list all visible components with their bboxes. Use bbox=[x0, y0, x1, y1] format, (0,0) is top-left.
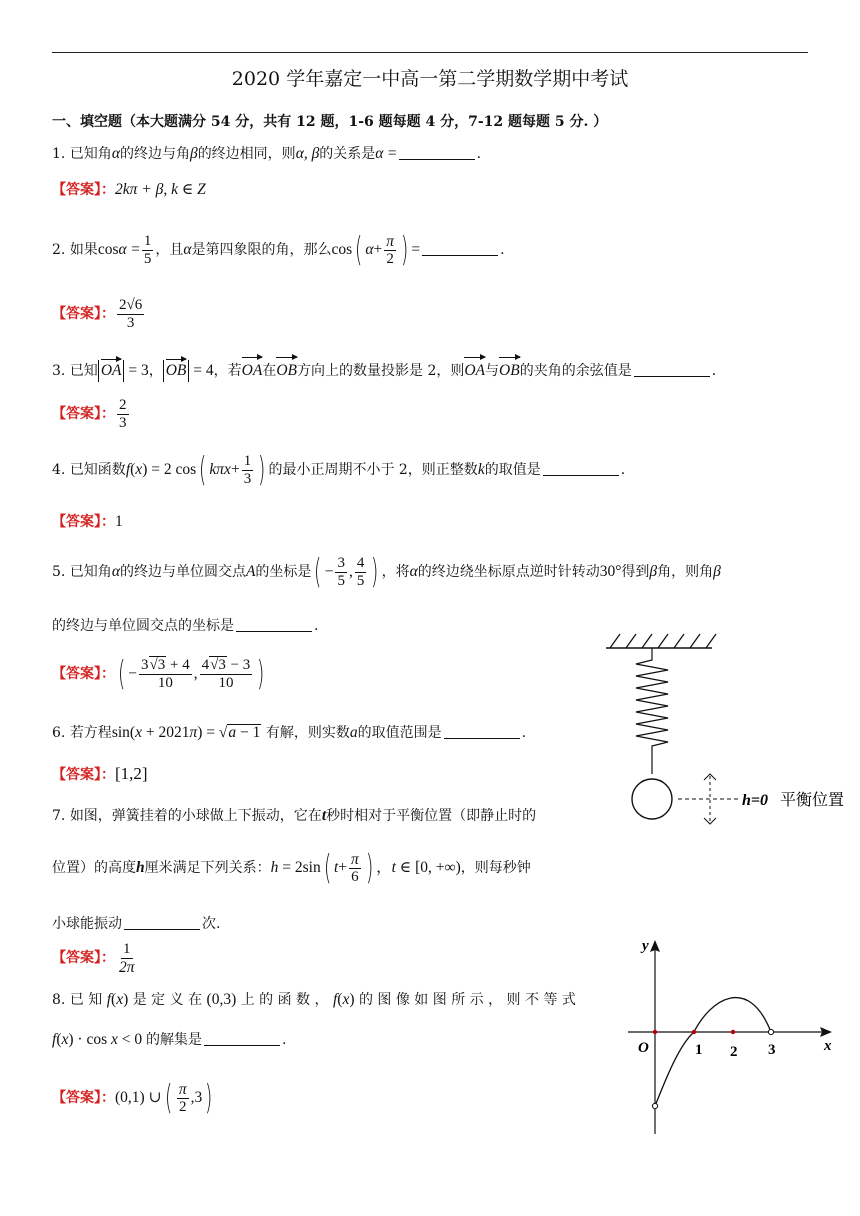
x-axis-label: x bbox=[824, 1038, 832, 1054]
label-h0: h=0 bbox=[742, 792, 769, 809]
tick-2: 2 bbox=[730, 1044, 738, 1060]
origin-label: O bbox=[638, 1040, 649, 1056]
answer-3: 【答案】： $\frac{2}{3}$ bbox=[52, 396, 127, 431]
tick-1: 1 bbox=[695, 1042, 703, 1058]
answer-blank[interactable] bbox=[422, 240, 498, 256]
page-title: 2020 学年嘉定一中高一第二学期数学期中考试 bbox=[231, 68, 629, 90]
question-7-line2: 位置）的高度h厘米满足下列关系：h = 2sin( t+ $\frac{\pi}{6}$ ) ，t ∈ [0, +∞)，则每秒钟 bbox=[52, 848, 531, 888]
header-rule bbox=[52, 52, 808, 53]
question-8-line1: 8. 已 知 f(x) 是 定 义 在 (0,3) 上 的 函 数 ， f(x) 的 图 像 如 图 所 示 ， 则 不 等 式 bbox=[52, 991, 576, 1008]
answer-blank[interactable] bbox=[236, 616, 312, 632]
answer-5: 【答案】：( − $\frac{3√3 + 4}{10}$ , $\frac{4√3 - 3}{10}$ ) bbox=[52, 654, 265, 694]
answer-7: 【答案】： $\frac{1}{2\pi}$ bbox=[52, 940, 135, 976]
y-axis-label: y bbox=[642, 938, 649, 954]
answer-8: 【答案】：(0,1) ∪( $\frac{\pi}{2}$ ,3) bbox=[52, 1078, 213, 1118]
label-equilibrium: 平衡位置 bbox=[780, 790, 845, 809]
answer-2: 【答案】： $\frac{2√6}{3}$ bbox=[52, 296, 143, 331]
question-5-line2: 的终边与单位圆交点的坐标是 . bbox=[52, 618, 319, 634]
answer-blank[interactable] bbox=[204, 1030, 280, 1046]
answer-6: 【答案】：[1,2] bbox=[52, 764, 148, 783]
question-8-line2: f(x) · cos x < 0 的解集是 . bbox=[52, 1031, 287, 1048]
section-heading: 一、填空题（本大题满分 54 分，共有 12 题，1-6 题每题 4 分，7-12 题每题 5 分. ） bbox=[52, 114, 608, 130]
question-7-line3: 小球能振动 次. bbox=[52, 916, 221, 932]
question-5-line1: 5. 已知角α的终边与单位圆交点A的坐标是( − $\frac{3}{5}$ , $\frac{4}{5}$ ) ，将α的终边绕坐标原点逆时针转动30°得到β角，则角β bbox=[52, 552, 721, 592]
question-2: 2. 如果cosα = $\frac{1}{5}$ ，且α是第四象限的角，那么cos( α+ $\frac{\pi}{2}$ ) = . bbox=[52, 230, 505, 270]
answer-blank[interactable] bbox=[444, 723, 520, 739]
tick-3: 3 bbox=[768, 1042, 776, 1058]
question-6: 6. 若方程sin(x + 2021π) = √a − 1 有解，则实数a的取值范围是 . bbox=[52, 724, 527, 741]
spring-figure bbox=[596, 628, 860, 828]
answer-4: 【答案】：1 bbox=[52, 513, 123, 530]
answer-blank[interactable] bbox=[634, 361, 710, 377]
answer-blank[interactable] bbox=[543, 460, 619, 476]
question-4: 4. 已知函数f(x) = 2 cos( kπx+ $\frac{1}{3}$ ) 的最小正周期不小于 2，则正整数k的取值是 . bbox=[52, 450, 626, 490]
answer-blank[interactable] bbox=[399, 144, 475, 160]
answer-1: 【答案】：2kπ + β, k ∈ Z bbox=[52, 181, 206, 198]
question-1: 1. 已知角α的终边与角β的终边相同，则α, β的关系是α = . bbox=[52, 145, 482, 162]
question-7-line1: 7. 如图，弹簧挂着的小球做上下振动，它在t秒时相对于平衡位置（即静止时的 bbox=[52, 807, 537, 824]
answer-blank[interactable] bbox=[124, 914, 200, 930]
function-graph-figure bbox=[616, 934, 846, 1138]
question-3: 3. 已知 OA = 3， OB = 4，若OA在OB方向上的数量投影是 2，则OA与OB的夹角的余弦值是 . bbox=[52, 358, 716, 384]
